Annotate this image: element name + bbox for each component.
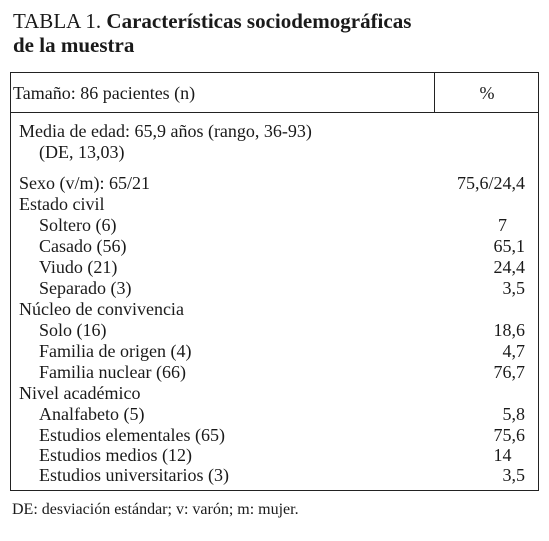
header-percent: %	[479, 83, 495, 103]
row-value: 75,6/24,4	[456, 173, 525, 193]
row-value: 5,8	[502, 404, 525, 424]
row-label: Familia de origen (4)	[39, 341, 192, 361]
table-header	[11, 73, 538, 113]
table-row	[11, 445, 538, 465]
row-label: Estudios universitarios (3)	[39, 465, 229, 485]
table-row	[11, 173, 538, 193]
row-value: 65,1	[493, 236, 525, 256]
data-table	[10, 72, 539, 491]
table-row	[11, 320, 538, 340]
table-row	[11, 194, 538, 214]
row-label: Separado (3)	[39, 278, 132, 298]
table-row	[11, 236, 538, 256]
table-row	[11, 257, 538, 277]
row-label: Viudo (21)	[39, 257, 118, 277]
table-row	[11, 362, 538, 382]
row-label: (DE, 13,03)	[39, 142, 125, 162]
table-title-text-line2: de la muestra	[13, 33, 135, 57]
row-label: Casado (56)	[39, 236, 127, 256]
table-row	[11, 404, 538, 424]
row-label: Familia nuclear (66)	[39, 362, 186, 382]
row-value: 18,6	[493, 320, 525, 340]
row-label: Estudios medios (12)	[39, 445, 192, 465]
row-label: Soltero (6)	[39, 215, 117, 235]
row-label: Estado civil	[19, 194, 105, 214]
row-label: Solo (16)	[39, 320, 107, 340]
table-title-text: Características sociodemográficas	[106, 9, 412, 33]
table-row	[11, 425, 538, 445]
row-label: Analfabeto (5)	[39, 404, 145, 424]
table-row	[11, 383, 538, 403]
row-value: 7	[498, 215, 525, 235]
row-label: Estudios elementales (65)	[39, 425, 225, 445]
header-sample-size: Tamaño: 86 pacientes (n)	[13, 83, 196, 103]
table-title	[13, 9, 543, 57]
table-footnote: DE: desviación estándar; v: varón; m: mujer.	[12, 501, 299, 518]
table-row	[11, 341, 538, 361]
table-row	[11, 278, 538, 298]
table-number: TABLA 1.	[13, 9, 102, 33]
row-value: 3,5	[502, 465, 525, 485]
row-value: 3,5	[502, 278, 525, 298]
row-label: Núcleo de convivencia	[19, 299, 184, 319]
row-value: 75,6	[493, 425, 525, 445]
row-label: Nivel académico	[19, 383, 141, 403]
row-label: Sexo (v/m): 65/21	[19, 173, 150, 193]
row-value: 24,4	[493, 257, 525, 277]
table-row	[11, 121, 538, 141]
table-row	[11, 215, 538, 235]
table-row	[11, 142, 538, 162]
row-label: Media de edad: 65,9 años (rango, 36-93)	[19, 121, 312, 141]
row-value: 76,7	[493, 362, 525, 382]
table-row	[11, 465, 538, 485]
row-value: 14	[493, 445, 525, 465]
table-row	[11, 299, 538, 319]
row-value: 4,7	[502, 341, 525, 361]
